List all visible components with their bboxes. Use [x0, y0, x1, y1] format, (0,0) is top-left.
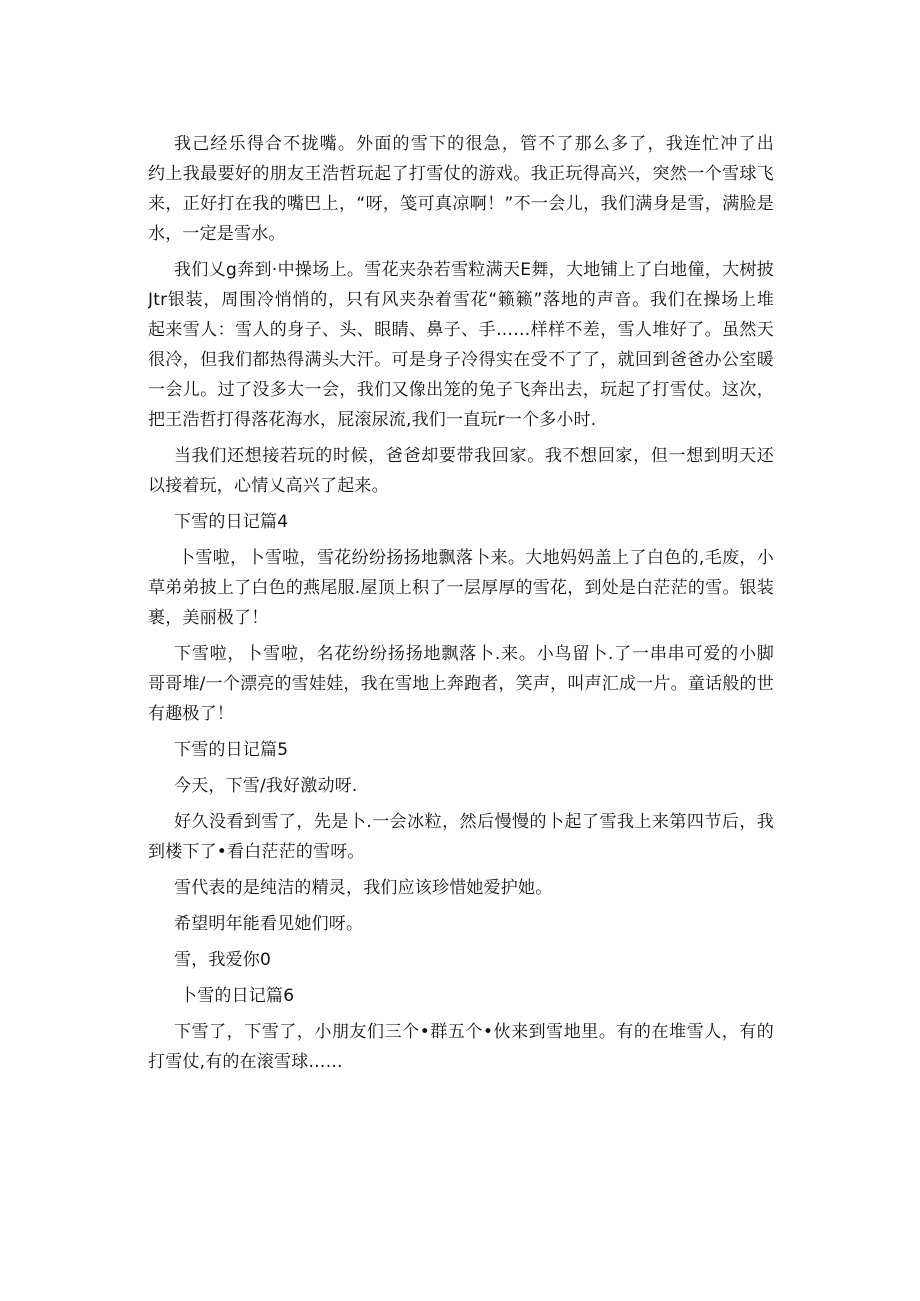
section-heading: 卜雪的日记篇6 [180, 986, 295, 1006]
paragraph-7 [148, 807, 774, 867]
text-line: 草弟弟披上了白色的燕尾服.屋顶上积了一层厚厚的雪花，到处是白茫茫的雪。银装 [148, 578, 774, 598]
text-line: 到楼下了•看白茫茫的雪呀。 [148, 842, 365, 862]
section-heading-5 [148, 735, 774, 765]
paragraph-6 [148, 771, 774, 801]
text-line: 以接着玩，心情乂高兴了起来。 [148, 476, 389, 496]
section-heading-4 [148, 507, 774, 537]
text-line: Jtr银装，周围冷悄悄的，只有风夹杂着雪花“籁籁”落地的声音。我们在操场上堆 [148, 290, 774, 310]
text-line: 裹，美丽极了！ [148, 608, 269, 628]
section-heading: 下雪的日记篇5 [174, 740, 289, 760]
section-heading-6 [148, 981, 774, 1011]
text-line: 今天，下雪/我好激动呀. [174, 776, 358, 796]
text-line: 卜雪啦，卜雪啦，雪花纷纷扬扬地飘落卜来。大地妈妈盖上了白色的,毛废，小 [178, 548, 774, 568]
text-line: 很冷，但我们都热得满头大汗。可是身子冷得实在受不了了，就回到爸爸办公室暖 [148, 350, 774, 370]
text-line: 雪代表的是纯洁的精灵，我们应该珍惜她爱护她。 [174, 878, 553, 898]
text-line: 我己经乐得合不拢嘴。外面的雪下的很急，管不了那么多了，我连忙冲了出 [174, 134, 774, 154]
paragraph-9 [148, 909, 774, 939]
paragraph-3 [148, 441, 774, 501]
paragraph-10 [148, 945, 774, 975]
text-line: 来，正好打在我的嘴巴上，“呀，笺可真凉啊！”不一会儿，我们满身是雪，满脸是 [148, 194, 774, 214]
text-line: 我们乂g奔到·中操场上。雪花夹杂若雪粒满天E舞，大地铺上了白地僮，大树披 [174, 260, 774, 280]
text-line: 好久没看到雪了，先是卜.一会冰粒，然后慢慢的卜起了雪我上来第四节后，我 [174, 812, 774, 832]
text-line: 水，一定是雪水。 [148, 224, 286, 244]
text-line: 约上我最要好的朋友王浩哲玩起了打雪仗的游戏。我正玩得高兴，突然一个雪球飞 [148, 164, 774, 184]
paragraph-4 [148, 543, 774, 633]
text-line: 下雪啦，卜雪啦，名花纷纷扬扬地飘落卜.来。小鸟留卜.了一串串可爱的小脚 [174, 644, 774, 664]
paragraph-5 [148, 639, 774, 729]
text-line: 雪，我爱你0 [174, 950, 272, 970]
text-line: 把王浩哲打得落花海水，屁滚尿流,我们一直玩r一个多小时. [148, 410, 597, 430]
text-line: 起来雪人：雪人的身子、头、眼睛、鼻子、手……样样不差，雪人堆好了。虽然天 [148, 320, 774, 340]
paragraph-11 [148, 1017, 774, 1077]
document-body [148, 129, 774, 1077]
text-line: 下雪了，下雪了，小朋友们三个•群五个•伙来到雪地里。有的在堆雪人，有的 [174, 1022, 774, 1042]
section-heading: 下雪的日记篇4 [174, 512, 289, 532]
paragraph-2 [148, 255, 774, 435]
text-line: 希望明年能看见她们呀。 [174, 914, 364, 934]
text-line: 哥哥堆/一个漂亮的雪娃娃，我在雪地上奔跑者，笑声，叫声汇成一片。童话般的世 [148, 674, 774, 694]
text-line: 有趣极了！ [148, 704, 234, 724]
text-line: 一会儿。过了没多大一会，我们又像出笼的兔子飞奔出去，玩起了打雪仗。这次， [148, 380, 774, 400]
paragraph-8 [148, 873, 774, 903]
text-line: 打雪仗,有的在滚雪球…… [148, 1052, 343, 1072]
paragraph-1 [148, 129, 774, 249]
text-line: 当我们还想接若玩的时候，爸爸却要带我回家。我不想回家，但一想到明天还 [174, 446, 774, 466]
